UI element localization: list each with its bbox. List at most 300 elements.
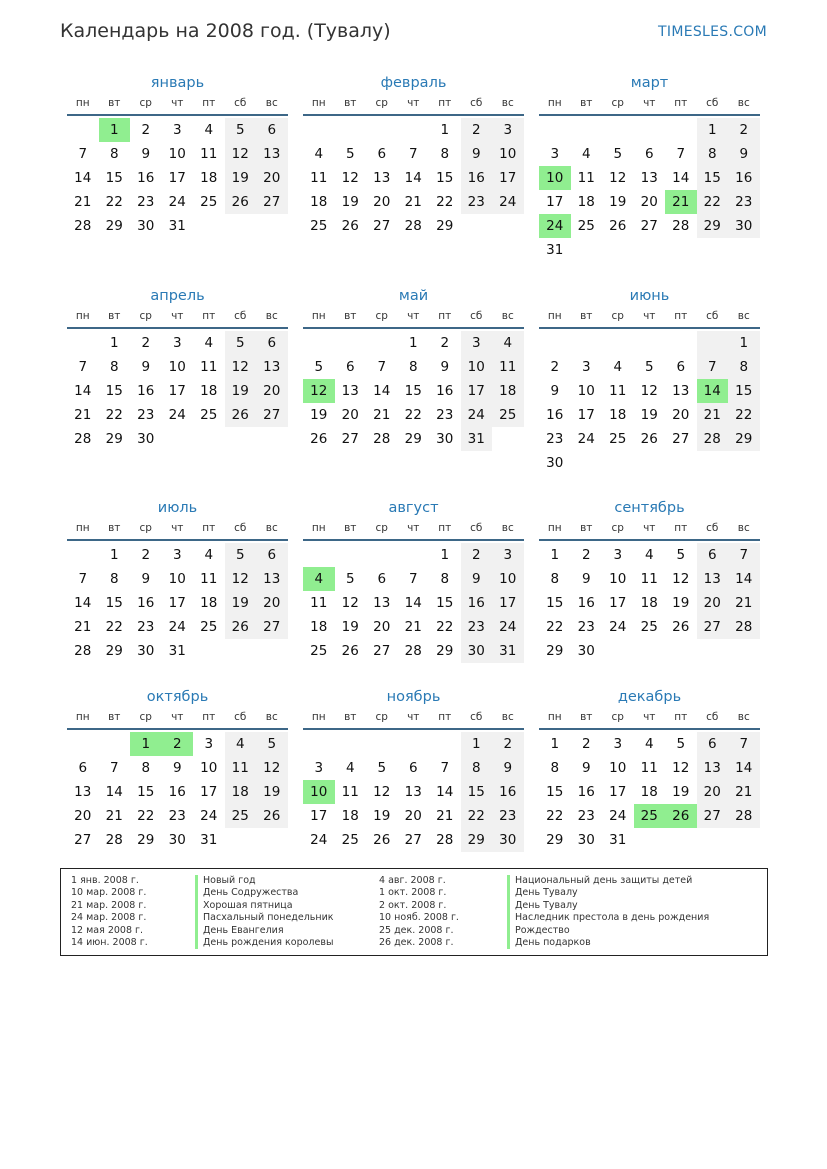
day-cell: 7 [728, 732, 760, 756]
day-cell: 11 [200, 571, 218, 587]
day-cell: 10 [609, 760, 627, 776]
weekday-label: пн [547, 711, 562, 723]
day-cell: 28 [373, 431, 391, 447]
weekday-label: пн [75, 97, 90, 109]
day-cell: 16 [137, 383, 155, 399]
month-block [67, 497, 288, 663]
day-cell: 11 [310, 170, 328, 186]
weekday-label: сб [234, 711, 247, 723]
month-block [67, 72, 288, 238]
empty-cell [571, 331, 603, 355]
day-cell: 31 [546, 242, 564, 258]
holiday-day-cell: 2 [162, 732, 194, 756]
day-cell: 29 [436, 643, 454, 659]
weekday-label: пн [547, 522, 562, 534]
day-cell: 17 [310, 808, 328, 824]
day-cell: 1 [697, 118, 729, 142]
day-cell: 8 [109, 571, 119, 587]
weekday-label: сб [470, 310, 483, 322]
weekday-label: вс [737, 522, 750, 534]
month-block [539, 285, 760, 475]
weekday-label: пт [674, 310, 688, 322]
weekday-label: вт [580, 711, 593, 723]
weekday-label: вт [108, 310, 121, 322]
day-cell: 27 [256, 403, 288, 427]
day-cell: 16 [168, 784, 186, 800]
day-cell: 11 [225, 756, 257, 780]
day-grid [303, 732, 524, 852]
day-cell: 18 [640, 595, 658, 611]
day-cell: 12 [640, 383, 658, 399]
day-cell: 12 [609, 170, 627, 186]
day-cell: 18 [200, 170, 218, 186]
day-grid [67, 331, 288, 451]
holiday-day-cell: 21 [665, 190, 697, 214]
day-cell: 30 [492, 828, 524, 852]
day-cell: 16 [492, 780, 524, 804]
day-cell: 30 [137, 643, 155, 659]
weekday-header [303, 708, 524, 730]
day-cell: 6 [256, 118, 288, 142]
holiday-name: День подарков [507, 937, 709, 949]
day-cell: 16 [728, 166, 760, 190]
holiday-day-cell: 10 [303, 780, 335, 804]
day-cell: 20 [256, 379, 288, 403]
day-cell: 28 [728, 804, 760, 828]
weekday-label: вс [265, 522, 278, 534]
holiday-date: 12 мая 2008 г. [71, 924, 144, 936]
day-cell: 17 [168, 383, 186, 399]
day-cell: 23 [461, 615, 493, 639]
day-cell: 16 [137, 595, 155, 611]
day-cell: 21 [373, 407, 391, 423]
day-cell: 23 [728, 190, 760, 214]
day-cell: 20 [256, 591, 288, 615]
holiday-day-cell: 26 [665, 804, 697, 828]
day-cell: 16 [137, 170, 155, 186]
day-cell: 12 [256, 756, 288, 780]
holiday-names-col-2 [507, 875, 709, 949]
day-cell: 6 [256, 543, 288, 567]
day-cell: 25 [492, 403, 524, 427]
day-cell: 3 [550, 146, 560, 162]
day-cell: 22 [436, 194, 454, 210]
day-cell: 14 [74, 383, 92, 399]
day-cell: 19 [225, 379, 257, 403]
day-cell: 29 [105, 643, 123, 659]
weekday-header [539, 307, 760, 329]
day-cell: 5 [225, 118, 257, 142]
day-cell: 11 [577, 170, 595, 186]
day-cell: 22 [546, 619, 564, 635]
day-cell: 1 [728, 331, 760, 355]
weekday-label: пт [202, 97, 216, 109]
weekday-label: пт [202, 310, 216, 322]
empty-cell [571, 118, 603, 142]
day-cell: 6 [408, 760, 418, 776]
day-grid [539, 543, 760, 663]
day-cell: 21 [74, 619, 92, 635]
empty-cell [539, 331, 571, 355]
holiday-name: Новый год [195, 875, 334, 887]
holiday-dates-col-2 [379, 875, 459, 949]
day-cell: 8 [728, 355, 760, 379]
month-name: сентябрь [614, 500, 685, 516]
day-cell: 22 [728, 403, 760, 427]
day-cell: 27 [373, 218, 391, 234]
day-cell: 17 [577, 407, 595, 423]
day-cell: 10 [168, 571, 186, 587]
day-cell: 23 [577, 619, 595, 635]
weekday-label: сб [706, 97, 719, 109]
day-cell: 16 [436, 383, 454, 399]
day-cell: 21 [697, 403, 729, 427]
day-cell: 1 [550, 736, 560, 752]
day-cell: 31 [200, 832, 218, 848]
day-cell: 24 [310, 832, 328, 848]
day-cell: 1 [461, 732, 493, 756]
weekday-label: пт [674, 711, 688, 723]
day-cell: 15 [697, 166, 729, 190]
day-cell: 20 [697, 591, 729, 615]
empty-cell [398, 118, 430, 142]
day-cell: 25 [640, 619, 658, 635]
day-cell: 17 [168, 595, 186, 611]
holiday-name: Пасхальный понедельник [195, 912, 334, 924]
day-grid [539, 118, 760, 262]
day-cell: 26 [672, 619, 690, 635]
day-cell: 29 [105, 218, 123, 234]
day-cell: 28 [74, 218, 92, 234]
day-cell: 12 [341, 170, 359, 186]
day-cell: 25 [200, 619, 218, 635]
day-cell: 11 [640, 571, 658, 587]
month-name: февраль [380, 75, 447, 91]
day-cell: 25 [225, 804, 257, 828]
day-cell: 10 [168, 146, 186, 162]
day-cell: 16 [461, 166, 493, 190]
holiday-name: Рождество [507, 925, 709, 937]
empty-cell [634, 118, 666, 142]
day-cell: 1 [109, 335, 119, 351]
day-cell: 20 [404, 808, 422, 824]
day-cell: 22 [105, 194, 123, 210]
empty-cell [697, 331, 729, 355]
day-cell: 29 [728, 427, 760, 451]
day-cell: 28 [697, 427, 729, 451]
holiday-day-cell: 12 [303, 379, 335, 403]
day-cell: 22 [461, 804, 493, 828]
day-cell: 4 [613, 359, 623, 375]
month-block [67, 285, 288, 451]
day-cell: 18 [310, 619, 328, 635]
day-cell: 3 [172, 122, 182, 138]
day-cell: 21 [404, 194, 422, 210]
empty-cell [99, 732, 131, 756]
day-grid [67, 543, 288, 663]
day-cell: 11 [200, 146, 218, 162]
empty-cell [398, 732, 430, 756]
day-cell: 8 [461, 756, 493, 780]
holiday-day-cell: 1 [130, 732, 162, 756]
day-cell: 8 [440, 571, 450, 587]
day-cell: 12 [225, 142, 257, 166]
weekday-header [67, 708, 288, 730]
day-cell: 27 [697, 615, 729, 639]
day-cell: 3 [613, 547, 623, 563]
day-cell: 23 [461, 190, 493, 214]
day-cell: 27 [341, 431, 359, 447]
day-cell: 25 [310, 218, 328, 234]
day-cell: 24 [168, 194, 186, 210]
weekday-label: ср [139, 522, 152, 534]
day-cell: 11 [640, 760, 658, 776]
day-cell: 14 [74, 595, 92, 611]
day-cell: 12 [341, 595, 359, 611]
day-cell: 27 [672, 431, 690, 447]
empty-cell [67, 331, 99, 355]
day-cell: 5 [676, 736, 686, 752]
weekday-label: вт [580, 310, 593, 322]
day-cell: 23 [137, 619, 155, 635]
day-cell: 31 [609, 832, 627, 848]
empty-cell [335, 543, 367, 567]
month-block [67, 686, 288, 852]
empty-cell [303, 331, 335, 355]
day-cell: 21 [105, 808, 123, 824]
day-cell: 17 [609, 595, 627, 611]
weekday-label: вс [501, 711, 514, 723]
day-cell: 25 [577, 218, 595, 234]
day-grid [539, 331, 760, 475]
weekday-label: пт [202, 711, 216, 723]
day-cell: 5 [644, 359, 654, 375]
empty-cell [303, 118, 335, 142]
day-cell: 7 [78, 359, 88, 375]
day-cell: 3 [204, 736, 214, 752]
weekday-label: вс [737, 310, 750, 322]
weekday-label: вс [737, 711, 750, 723]
weekday-label: вс [501, 522, 514, 534]
day-cell: 17 [492, 166, 524, 190]
month-block [303, 72, 524, 238]
day-cell: 15 [546, 784, 564, 800]
day-cell: 24 [168, 407, 186, 423]
day-cell: 11 [341, 784, 359, 800]
day-cell: 9 [141, 571, 151, 587]
weekday-label: ср [139, 711, 152, 723]
day-cell: 28 [105, 832, 123, 848]
weekday-label: пн [547, 310, 562, 322]
day-cell: 8 [550, 760, 560, 776]
empty-cell [602, 118, 634, 142]
month-block [539, 72, 760, 262]
weekday-label: ср [611, 97, 624, 109]
holiday-name: Национальный день защиты детей [507, 875, 709, 887]
day-cell: 19 [341, 619, 359, 635]
weekday-label: сб [706, 310, 719, 322]
day-cell: 24 [609, 619, 627, 635]
day-cell: 1 [109, 547, 119, 563]
day-cell: 15 [137, 784, 155, 800]
day-cell: 26 [225, 403, 257, 427]
day-cell: 12 [225, 567, 257, 591]
day-cell: 8 [697, 142, 729, 166]
day-cell: 13 [256, 355, 288, 379]
day-cell: 21 [404, 619, 422, 635]
weekday-label: вт [108, 711, 121, 723]
weekday-header [539, 708, 760, 730]
month-name: апрель [150, 288, 205, 304]
month-name: июнь [629, 288, 670, 304]
day-cell: 11 [609, 383, 627, 399]
weekday-label: вт [580, 522, 593, 534]
weekday-label: сб [470, 97, 483, 109]
day-cell: 9 [141, 359, 151, 375]
weekday-label: пт [438, 97, 452, 109]
day-cell: 14 [105, 784, 123, 800]
day-cell: 18 [341, 808, 359, 824]
day-cell: 14 [728, 567, 760, 591]
weekday-label: вт [344, 310, 357, 322]
day-cell: 24 [577, 431, 595, 447]
day-cell: 21 [74, 194, 92, 210]
day-cell: 24 [609, 808, 627, 824]
day-cell: 9 [550, 383, 560, 399]
day-cell: 27 [640, 218, 658, 234]
empty-cell [335, 732, 367, 756]
holiday-names-col-1 [195, 875, 334, 949]
day-cell: 3 [492, 118, 524, 142]
weekday-label: чт [171, 97, 184, 109]
day-cell: 15 [436, 170, 454, 186]
day-cell: 24 [492, 190, 524, 214]
weekday-label: вс [501, 97, 514, 109]
weekday-header [539, 94, 760, 116]
weekday-label: ср [375, 310, 388, 322]
day-cell: 15 [105, 595, 123, 611]
day-cell: 20 [256, 166, 288, 190]
holiday-name: Наследник престола в день рождения [507, 912, 709, 924]
empty-cell [366, 331, 398, 355]
weekday-label: чт [407, 522, 420, 534]
day-cell: 13 [341, 383, 359, 399]
day-cell: 13 [697, 756, 729, 780]
day-cell: 19 [672, 595, 690, 611]
day-cell: 27 [697, 804, 729, 828]
weekday-label: пн [311, 711, 326, 723]
day-cell: 28 [436, 832, 454, 848]
empty-cell [303, 543, 335, 567]
day-cell: 7 [78, 571, 88, 587]
day-cell: 13 [373, 595, 391, 611]
day-cell: 23 [137, 407, 155, 423]
holiday-day-cell: 14 [697, 379, 729, 403]
day-cell: 1 [408, 335, 418, 351]
weekday-header [539, 519, 760, 541]
holiday-name: День Тувалу [507, 887, 709, 899]
weekday-label: ср [375, 97, 388, 109]
day-cell: 12 [672, 571, 690, 587]
day-cell: 14 [74, 170, 92, 186]
day-cell: 11 [310, 595, 328, 611]
day-cell: 3 [581, 359, 591, 375]
day-cell: 5 [377, 760, 387, 776]
day-cell: 4 [225, 732, 257, 756]
holiday-date: 2 окт. 2008 г. [379, 899, 447, 911]
day-cell: 23 [546, 431, 564, 447]
day-cell: 26 [609, 218, 627, 234]
holiday-date: 1 янв. 2008 г. [71, 875, 139, 886]
day-cell: 4 [644, 736, 654, 752]
weekday-label: пн [75, 522, 90, 534]
empty-cell [303, 732, 335, 756]
day-cell: 10 [609, 571, 627, 587]
day-cell: 1 [550, 547, 560, 563]
day-cell: 30 [577, 643, 595, 659]
day-cell: 30 [577, 832, 595, 848]
day-cell: 17 [546, 194, 564, 210]
day-cell: 20 [672, 407, 690, 423]
day-cell: 29 [546, 832, 564, 848]
weekday-label: ср [611, 310, 624, 322]
day-cell: 18 [310, 194, 328, 210]
weekday-label: сб [470, 711, 483, 723]
weekday-label: сб [706, 522, 719, 534]
weekday-label: чт [643, 711, 656, 723]
day-cell: 14 [672, 170, 690, 186]
day-cell: 12 [225, 355, 257, 379]
day-cell: 4 [644, 547, 654, 563]
empty-cell [335, 118, 367, 142]
day-cell: 20 [74, 808, 92, 824]
day-cell: 6 [78, 760, 88, 776]
day-cell: 10 [492, 142, 524, 166]
weekday-label: пт [438, 310, 452, 322]
weekday-label: вс [737, 97, 750, 109]
day-cell: 8 [109, 359, 119, 375]
day-cell: 9 [461, 567, 493, 591]
day-cell: 4 [204, 122, 214, 138]
day-cell: 25 [200, 194, 218, 210]
weekday-label: сб [234, 97, 247, 109]
brand-link[interactable]: TIMESLES.COM [658, 24, 767, 40]
weekday-label: вт [108, 97, 121, 109]
day-cell: 30 [728, 214, 760, 238]
day-cell: 6 [345, 359, 355, 375]
day-cell: 26 [341, 218, 359, 234]
day-cell: 19 [341, 194, 359, 210]
weekday-label: ср [139, 97, 152, 109]
day-cell: 7 [697, 355, 729, 379]
day-cell: 12 [373, 784, 391, 800]
day-cell: 8 [141, 760, 151, 776]
day-cell: 10 [492, 567, 524, 591]
holiday-date: 14 июн. 2008 г. [71, 936, 148, 948]
weekday-label: пн [547, 97, 562, 109]
weekday-label: чт [643, 310, 656, 322]
weekday-label: вс [265, 97, 278, 109]
day-cell: 24 [461, 403, 493, 427]
day-cell: 13 [256, 142, 288, 166]
day-cell: 4 [345, 760, 355, 776]
day-cell: 21 [728, 591, 760, 615]
day-cell: 1 [440, 547, 450, 563]
empty-cell [634, 331, 666, 355]
day-cell: 2 [141, 547, 151, 563]
weekday-label: пт [674, 97, 688, 109]
weekday-label: сб [706, 711, 719, 723]
